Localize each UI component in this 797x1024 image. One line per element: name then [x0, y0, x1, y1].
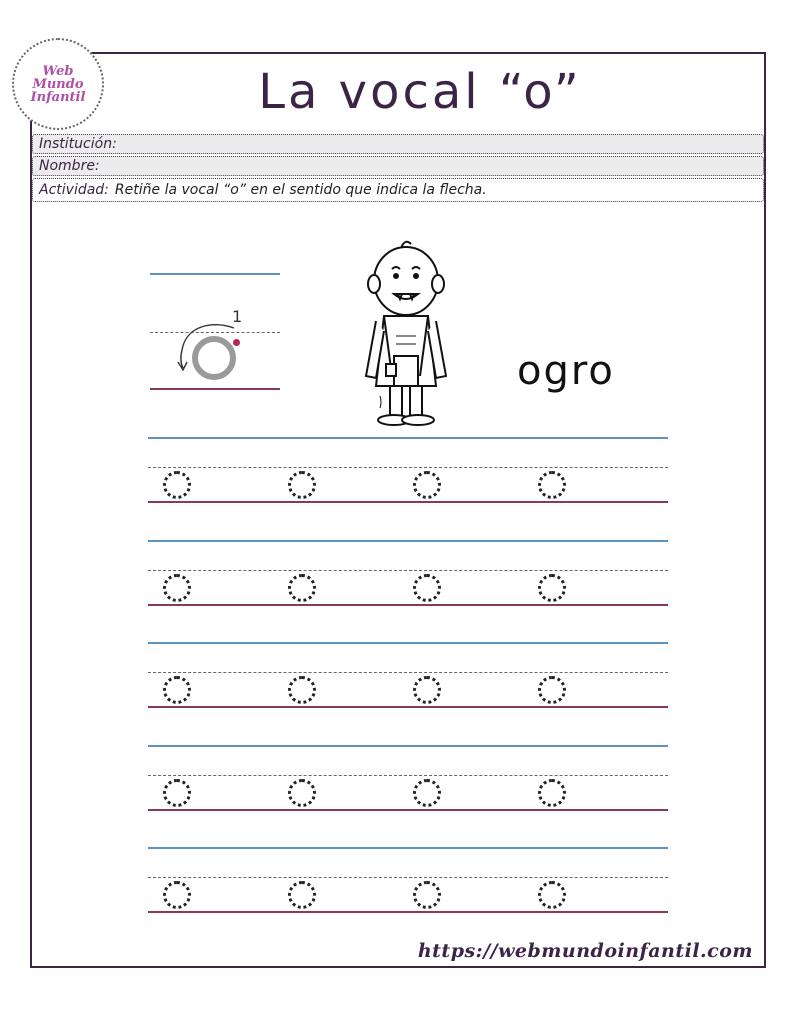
logo-text: Web Mundo Infantil [30, 63, 86, 105]
trace-letter-o[interactable] [413, 881, 441, 909]
trace-letter-o[interactable] [163, 881, 191, 909]
institution-label: Institución: [39, 136, 117, 152]
guide-base-line [148, 911, 668, 913]
header-fields [32, 134, 764, 204]
guide-top-line [148, 540, 668, 542]
guide-base-line [148, 604, 668, 606]
guide-base-line [148, 501, 668, 503]
example-word: ogro [517, 348, 615, 394]
name-label: Nombre: [39, 158, 100, 174]
trace-letter-o[interactable] [163, 471, 191, 499]
guide-mid-line [148, 775, 668, 776]
guide-base-line [148, 809, 668, 811]
guide-mid-line [148, 570, 668, 571]
stroke-number: 1 [232, 307, 243, 326]
trace-letter-o[interactable] [163, 574, 191, 602]
trace-letter-o[interactable] [288, 881, 316, 909]
guide-top-line [148, 847, 668, 849]
site-logo [12, 38, 104, 130]
trace-letter-o[interactable] [288, 574, 316, 602]
activity-instruction: Retiñe la vocal “o” en el sentido que indica la flecha. [114, 182, 487, 198]
trace-letter-o[interactable] [163, 676, 191, 704]
trace-letter-o[interactable] [413, 676, 441, 704]
trace-letter-o[interactable] [538, 574, 566, 602]
name-field[interactable] [32, 156, 764, 176]
trace-letter-o[interactable] [538, 676, 566, 704]
trace-letter-o[interactable] [288, 471, 316, 499]
model-top-line [150, 273, 280, 275]
trace-letter-o[interactable] [413, 471, 441, 499]
activity-field [32, 178, 764, 202]
guide-base-line [148, 706, 668, 708]
guide-mid-line [148, 672, 668, 673]
site-url: https://webmundoinfantil.com [417, 940, 753, 962]
page-title: La vocal “o” [258, 64, 582, 120]
trace-letter-o[interactable] [413, 779, 441, 807]
trace-letter-o[interactable] [538, 779, 566, 807]
direction-arrow-icon [172, 322, 242, 382]
trace-letter-o[interactable] [413, 574, 441, 602]
trace-letter-o[interactable] [538, 881, 566, 909]
guide-mid-line [148, 467, 668, 468]
activity-label: Actividad: [39, 182, 109, 198]
trace-letter-o[interactable] [538, 471, 566, 499]
trace-letter-o[interactable] [288, 676, 316, 704]
guide-top-line [148, 437, 668, 439]
guide-top-line [148, 745, 668, 747]
institution-field[interactable] [32, 134, 764, 154]
guide-top-line [148, 642, 668, 644]
trace-letter-o[interactable] [288, 779, 316, 807]
ogre-illustration [356, 236, 456, 436]
guide-mid-line [148, 877, 668, 878]
trace-letter-o[interactable] [163, 779, 191, 807]
model-base-line [150, 388, 280, 390]
